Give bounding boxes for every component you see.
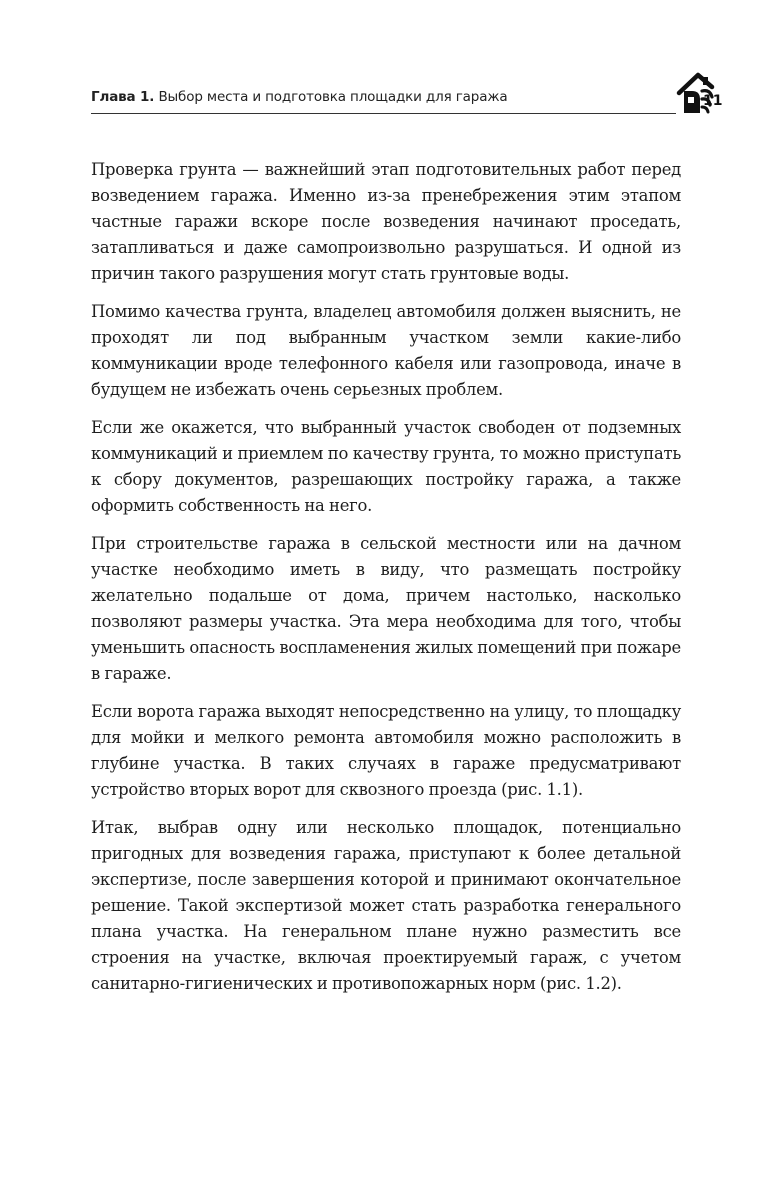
chapter-title: Выбор места и подготовка площадки для гаража bbox=[158, 89, 508, 105]
page-number: 11 bbox=[703, 93, 723, 109]
paragraph: Помимо качества грунта, владелец автомобиля должен выяснить, не проходят ли под выбранным участком земли какие-либо коммуникации вроде телефонного кабеля или газопровода, иначе в будущем не избежать очень серьезных проблем. bbox=[91, 302, 681, 399]
header-rule bbox=[91, 113, 676, 114]
body-text bbox=[91, 157, 681, 1009]
paragraph: Если же окажется, что выбранный участок свободен от подземных коммуникаций и приемлем по качеству грунта, то можно приступать к сбору документов, разрешающих постройку гаража, а также оформить собственность на него. bbox=[91, 418, 681, 515]
paragraph: При строительстве гаража в сельской местности или на дачном участке необходимо иметь в виду, что размещать постройку желательно подальше от дома, причем настолько, насколько позволяют размеры участка. Эта мера необходима для того, чтобы уменьшить опасность воспламенения жилых помещений при пожаре в гараже. bbox=[91, 534, 681, 683]
paragraph: Итак, выбрав одну или несколько площадок, потенциально пригодных для возведения гаража, приступают к более детальной экспертизе, после завершения которой и принимают окончательное решение. Такой экспертизой может стать разработка генерального плана участка. На генеральном плане нужно разместить все строения на участке, включая проектируемый гараж, с учетом санитарно-гигиенических и противопожарных норм (рис. 1.2). bbox=[91, 818, 681, 993]
running-header bbox=[91, 88, 723, 118]
paragraph: Проверка грунта — важнейший этап подготовительных работ перед возведением гаража. Именно из-за пренебрежения этим этапом частные гаражи вскоре после возведения начинают проседать, затапливаться и даже самопроизвольно разрушаться. И одной из причин такого разрушения могут стать грунтовые воды. bbox=[91, 160, 681, 283]
chapter-label: Глава 1. bbox=[91, 89, 155, 105]
header-text bbox=[91, 89, 507, 105]
paragraph: Если ворота гаража выходят непосредственно на улицу, то площадку для мойки и мелкого ремонта автомобиля можно расположить в глубине участка. В таких случаях в гараже предусматривают устройство вторых ворот для сквозного проезда (рис. 1.1). bbox=[91, 702, 681, 799]
